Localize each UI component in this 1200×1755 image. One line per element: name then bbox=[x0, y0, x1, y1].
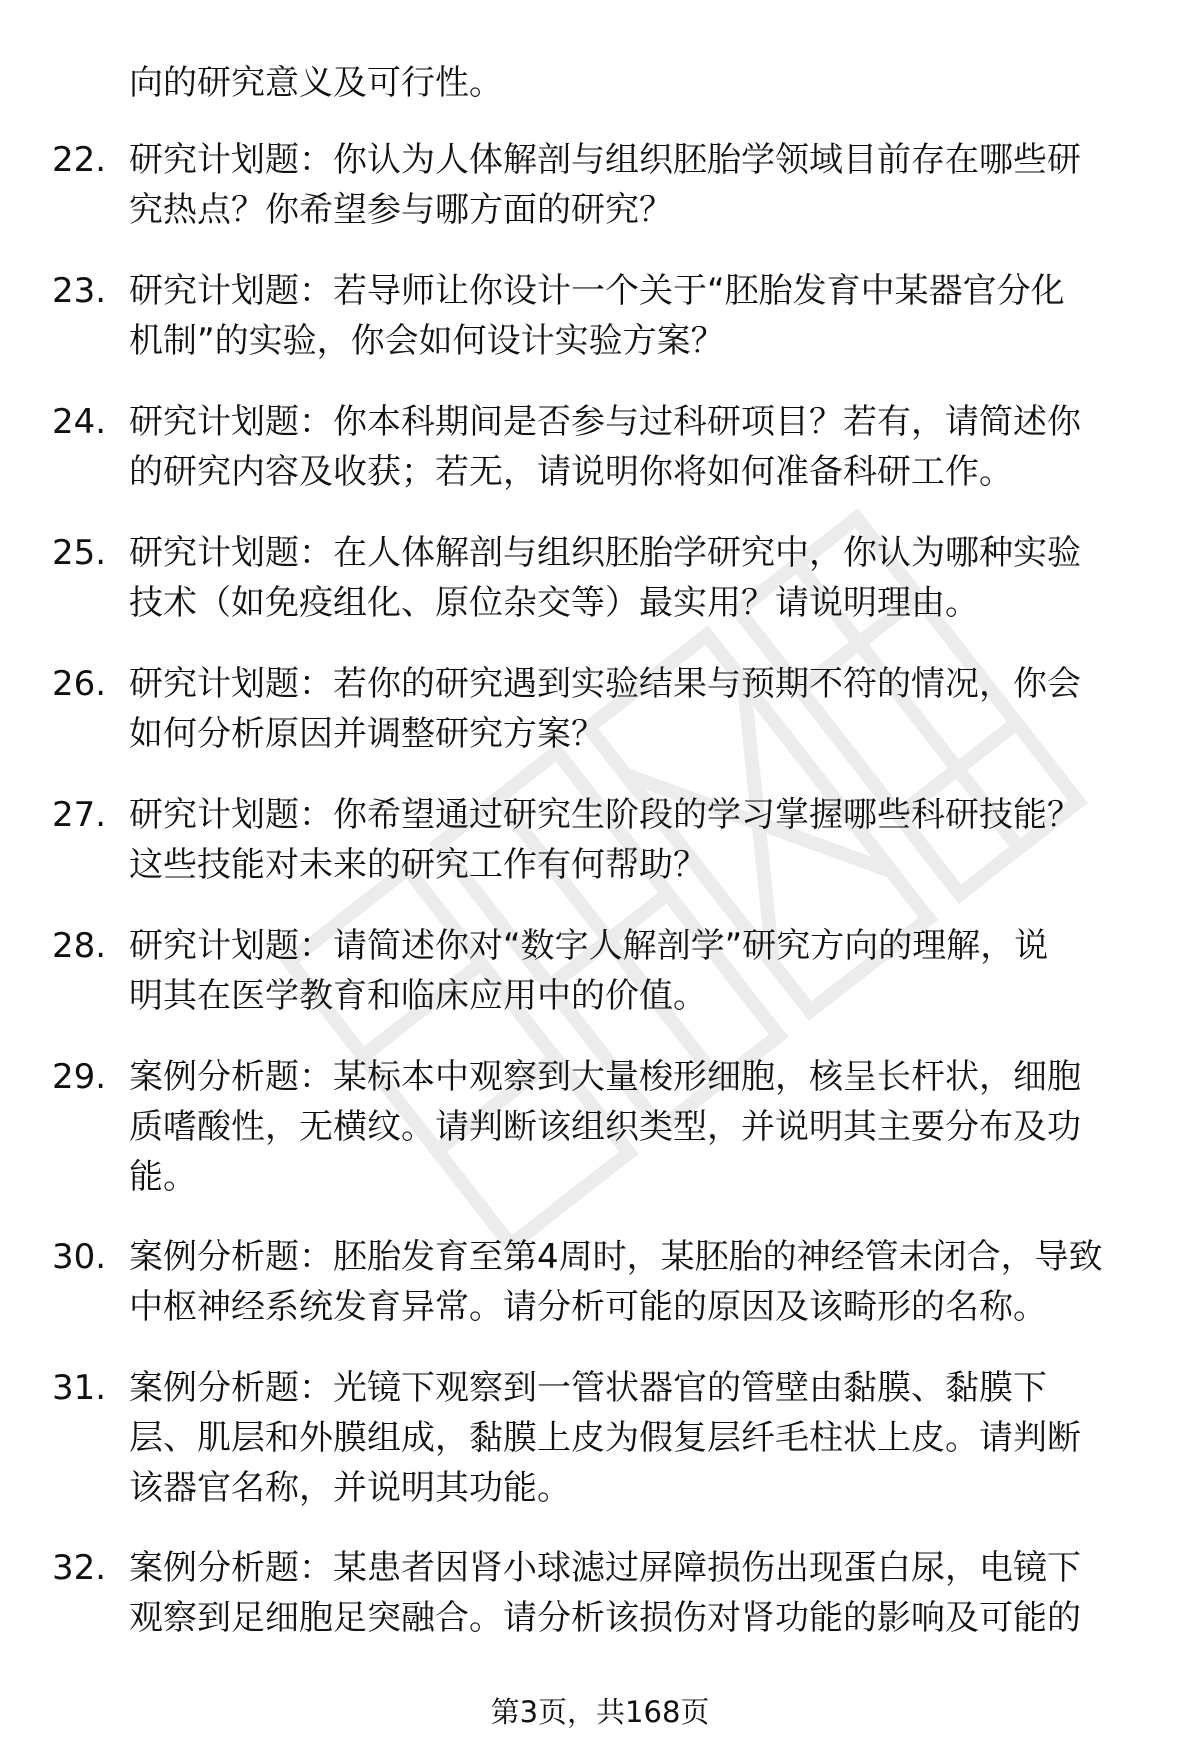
question-text bbox=[129, 135, 1139, 235]
question-line: 观察到足细胞足突融合。请分析该损伤对肾功能的影响及可能的 bbox=[129, 1598, 1081, 1638]
question-text bbox=[129, 528, 1139, 628]
question-number: 24. bbox=[52, 402, 107, 442]
question-number: 31. bbox=[52, 1368, 107, 1408]
question-text bbox=[129, 921, 1139, 1021]
question-number: 28. bbox=[52, 926, 107, 966]
question-text bbox=[129, 397, 1139, 497]
page-footer: 第3页，共168页 bbox=[490, 1695, 710, 1729]
question-text bbox=[129, 1543, 1139, 1643]
question-line: 技术（如免疫组化、原位杂交等）最实用？请说明理由。 bbox=[129, 583, 979, 623]
question-line: 究热点？你希望参与哪方面的研究？ bbox=[129, 190, 673, 230]
question-line: 明其在医学教育和临床应用中的价值。 bbox=[129, 976, 707, 1016]
question-line: 研究计划题：在人体解剖与组织胚胎学研究中，你认为哪种实验 bbox=[129, 533, 1081, 573]
question-line: 该器官名称，并说明其功能。 bbox=[129, 1468, 571, 1508]
question-line: 案例分析题：某标本中观察到大量梭形细胞，核呈长杆状，细胞 bbox=[129, 1057, 1081, 1097]
question-line: 的研究内容及收获；若无，请说明你将如何准备科研工作。 bbox=[129, 452, 1013, 492]
question-line: 能。 bbox=[129, 1157, 197, 1197]
question-line: 案例分析题：光镜下观察到一管状器官的管壁由黏膜、黏膜下 bbox=[129, 1368, 1047, 1408]
question-line: 研究计划题：你本科期间是否参与过科研项目？若有，请简述你 bbox=[129, 402, 1081, 442]
question-text bbox=[129, 790, 1139, 890]
question-text bbox=[129, 266, 1139, 366]
question-number: 32. bbox=[52, 1548, 107, 1588]
question-number: 23. bbox=[52, 271, 107, 311]
question-number: 22. bbox=[52, 140, 107, 180]
question-number: 25. bbox=[52, 533, 107, 573]
question-line: 案例分析题：胚胎发育至第4周时，某胚胎的神经管未闭合，导致 bbox=[129, 1237, 1103, 1277]
question-line: 研究计划题：你认为人体解剖与组织胚胎学领域目前存在哪些研 bbox=[129, 140, 1081, 180]
question-line: 机制”的实验，你会如何设计实验方案？ bbox=[129, 321, 725, 361]
question-line: 研究计划题：若你的研究遇到实验结果与预期不符的情况，你会 bbox=[129, 664, 1081, 704]
question-line: 研究计划题：若导师让你设计一个关于“胚胎发育中某器官分化 bbox=[129, 271, 1065, 311]
question-number: 30. bbox=[52, 1237, 107, 1277]
question-number: 27. bbox=[52, 795, 107, 835]
continued-text-line: 向的研究意义及可行性。 bbox=[129, 63, 503, 103]
question-line: 研究计划题：请简述你对“数字人解剖学”研究方向的理解，说 bbox=[129, 926, 1049, 966]
question-text bbox=[129, 1232, 1139, 1332]
question-number: 29. bbox=[52, 1057, 107, 1097]
question-line: 案例分析题：某患者因肾小球滤过屏障损伤出现蛋白尿，电镜下 bbox=[129, 1548, 1081, 1588]
question-text bbox=[129, 1052, 1139, 1202]
question-line: 质嗜酸性，无横纹。请判断该组织类型，并说明其主要分布及功 bbox=[129, 1107, 1081, 1147]
question-line: 研究计划题：你希望通过研究生阶段的学习掌握哪些科研技能？ bbox=[129, 795, 1081, 835]
question-line: 如何分析原因并调整研究方案？ bbox=[129, 714, 605, 754]
question-number: 26. bbox=[52, 664, 107, 704]
question-text bbox=[129, 659, 1139, 759]
question-text bbox=[129, 1363, 1139, 1513]
question-line: 这些技能对未来的研究工作有何帮助？ bbox=[129, 845, 707, 885]
question-line: 层、肌层和外膜组成，黏膜上皮为假复层纤毛柱状上皮。请判断 bbox=[129, 1418, 1081, 1458]
question-line: 中枢神经系统发育异常。请分析可能的原因及该畸形的名称。 bbox=[129, 1287, 1047, 1327]
